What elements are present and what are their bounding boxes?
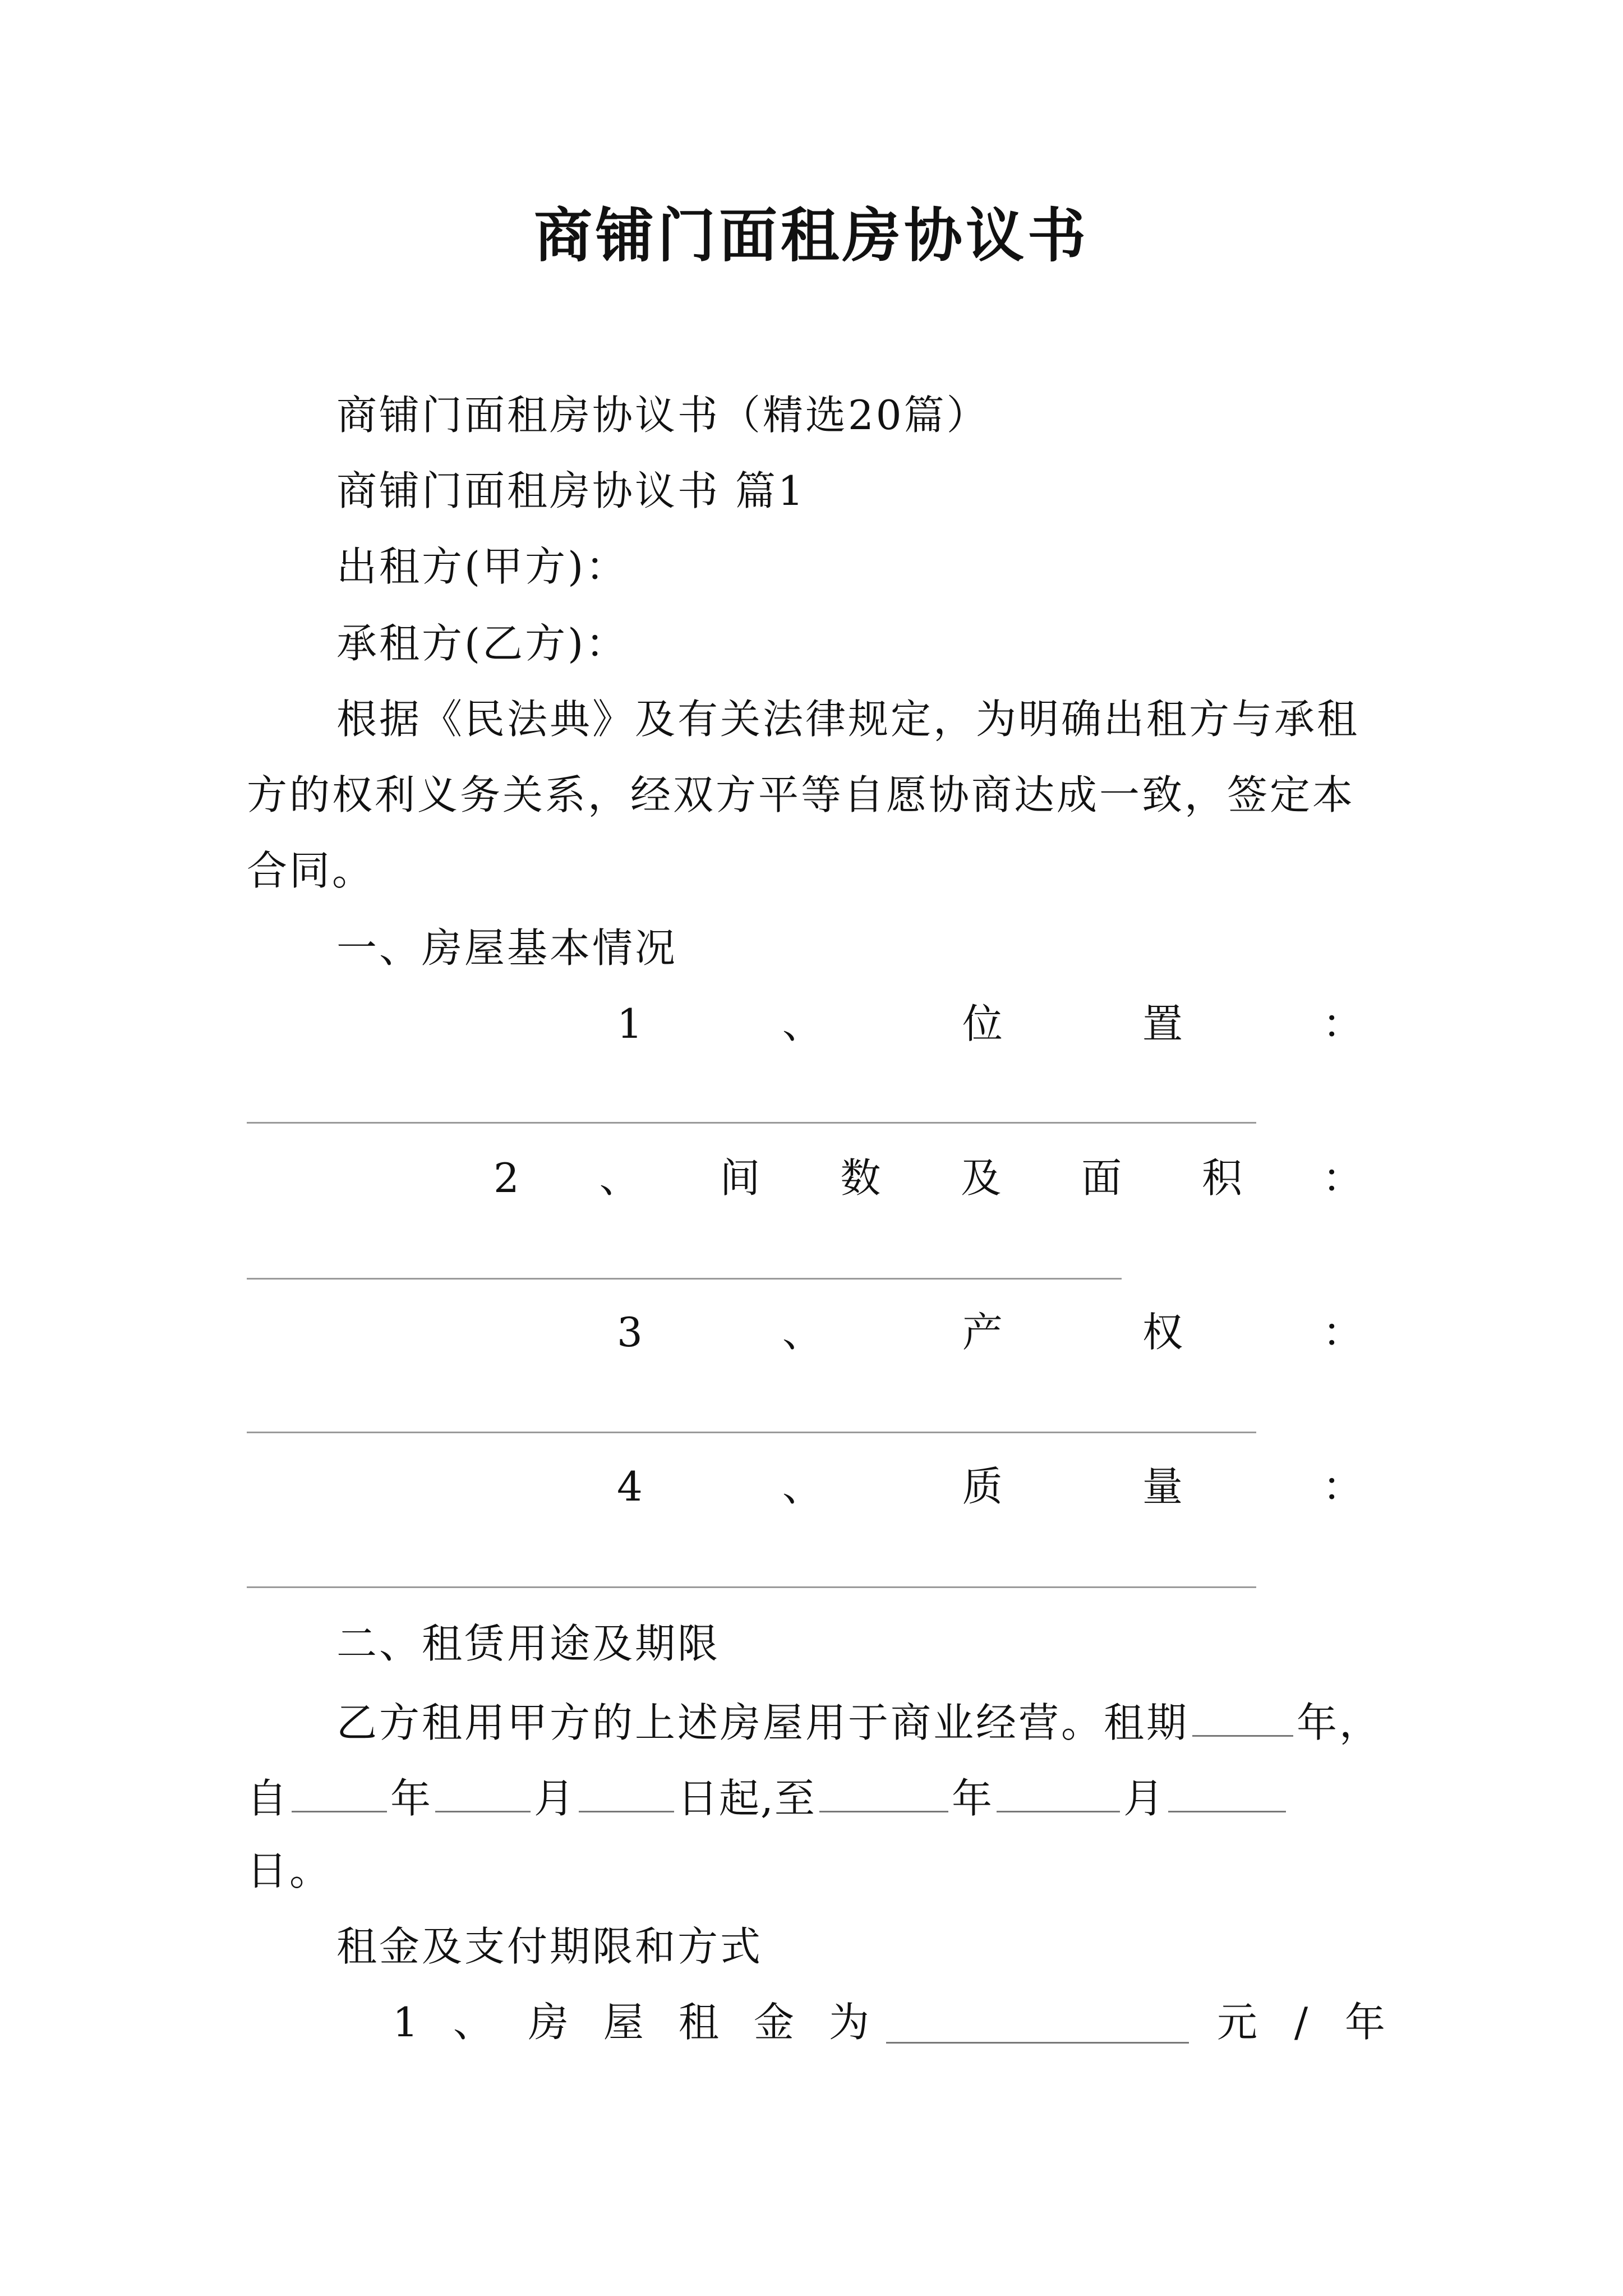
item-char: 产 [962, 1309, 1003, 1356]
end-month-blank [997, 1767, 1120, 1812]
unit-slash: / [1294, 1999, 1308, 2046]
start-day-blank [579, 1767, 674, 1812]
unit-char: 年 [1344, 1999, 1385, 2046]
item-char: 及 [961, 1154, 1002, 1202]
month-label: 月 [534, 1775, 576, 1822]
rooms-and-area-label [494, 1150, 1363, 1206]
item-number: 4 [617, 1463, 643, 1510]
lease-term-line-3: 日。 [247, 1847, 333, 1894]
rent-unit [1217, 1994, 1385, 2050]
end-day-blank [1168, 1767, 1286, 1812]
location-fill-line [247, 1122, 1256, 1124]
item-char: 租 [678, 1999, 719, 2046]
from-label: 自 [247, 1775, 289, 1822]
rights-fill-line [247, 1432, 1256, 1433]
intro-paragraph-line-3: 合同。 [247, 847, 375, 894]
lease-term-unit: 年， [1297, 1699, 1382, 1746]
property-location-label [617, 996, 1363, 1052]
subtitle: 商铺门面租房协议书（精选20篇） [336, 392, 989, 439]
item-char: 置 [1142, 1000, 1183, 1047]
section-heading: 商铺门面租房协议书 篇1 [336, 467, 806, 514]
item-separator: 、 [782, 1000, 823, 1047]
intro-paragraph-line-2: 方的权利义务关系，经双方平等自愿协商达成一致，签定本 [247, 771, 1355, 818]
item-char: 权 [1142, 1309, 1183, 1356]
item-separator: 、 [453, 1999, 494, 2046]
lessor-label: 出租方(甲方)： [336, 543, 629, 590]
item-separator: 、 [782, 1309, 823, 1356]
area-fill-line [247, 1278, 1122, 1280]
item-char: 间 [720, 1154, 760, 1202]
item-char: 屋 [603, 1999, 644, 2046]
item-number: 2 [494, 1154, 519, 1202]
property-rights-label [617, 1304, 1363, 1360]
section-1-heading: 一、房屋基本情况 [336, 924, 678, 972]
item-number: 1 [393, 1999, 418, 2046]
start-to-label: 日起,至 [677, 1775, 816, 1822]
rent-amount-blank [886, 2042, 1189, 2044]
item-separator: 、 [782, 1463, 823, 1510]
year-label: 年 [951, 1775, 993, 1822]
item-char: 量 [1142, 1463, 1183, 1510]
item-separator: 、 [599, 1154, 640, 1202]
item-colon: ： [1322, 1154, 1363, 1202]
rent-amount-label [393, 1994, 869, 2050]
item-char: 金 [753, 1999, 794, 2046]
item-char: 房 [528, 1999, 569, 2046]
section-3-heading: 租金及支付期限和方式 [336, 1923, 763, 1970]
document-title: 商铺门面租房协议书 [533, 201, 1089, 270]
item-number: 1 [617, 1000, 643, 1047]
item-number: 3 [617, 1309, 643, 1356]
end-year-blank [819, 1767, 948, 1812]
intro-paragraph-line-1: 根据《民法典》及有关法律规定，为明确出租方与承租 [336, 696, 1360, 743]
lease-term-line-1 [336, 1691, 1382, 1751]
start-year-blank [292, 1767, 387, 1812]
item-char: 数 [840, 1154, 881, 1202]
start-month-blank [435, 1767, 531, 1812]
unit-char: 元 [1217, 1999, 1258, 2046]
item-char: 位 [962, 1000, 1003, 1047]
item-colon: ： [1322, 1463, 1363, 1510]
month-label: 月 [1123, 1775, 1165, 1822]
term-years-blank [1192, 1691, 1293, 1737]
item-char: 为 [828, 1999, 869, 2046]
lease-term-line-2 [247, 1767, 1289, 1826]
item-colon: ： [1322, 1000, 1363, 1047]
item-colon: ： [1322, 1309, 1363, 1356]
property-quality-label [617, 1458, 1363, 1515]
lessee-label: 承租方(乙方)： [336, 620, 629, 667]
item-char: 积 [1202, 1154, 1243, 1202]
year-label: 年 [390, 1775, 432, 1822]
item-char: 面 [1081, 1154, 1122, 1202]
section-2-heading: 二、租赁用途及期限 [336, 1620, 721, 1667]
quality-fill-line [247, 1586, 1256, 1588]
item-char: 质 [962, 1463, 1003, 1510]
lease-term-text: 乙方租用甲方的上述房屋用于商业经营。租期 [336, 1699, 1189, 1746]
